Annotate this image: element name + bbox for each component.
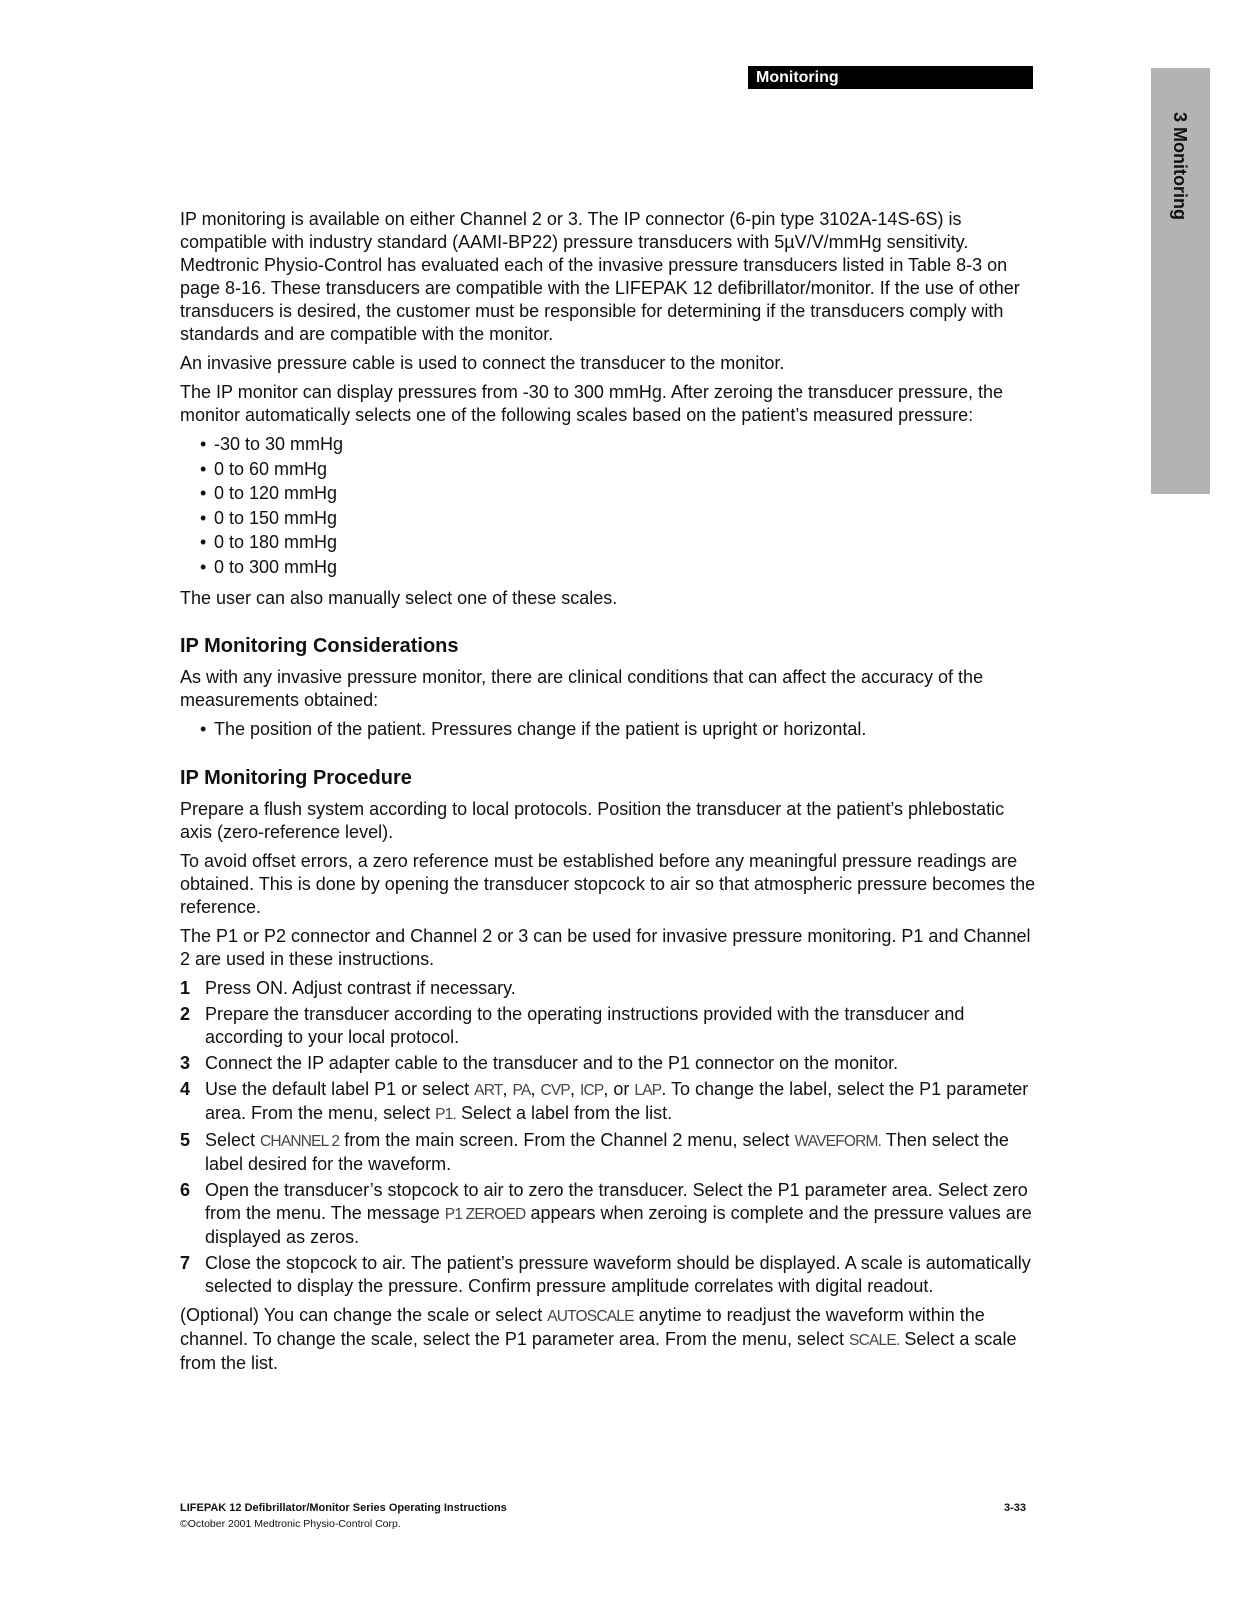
manual-scale-paragraph: The user can also manually select one of these scales. (180, 587, 618, 608)
screen-term: ICP (579, 1082, 604, 1100)
scale-list (180, 433, 1036, 581)
considerations-list (180, 718, 1036, 743)
range-paragraph: The IP monitor can display pressures from -30 to 300 mmHg. After zeroing the transducer pressure, the monitor automatically selects one of the following scales based on the patient’s measured pressure: (180, 382, 1004, 425)
chapter-tab-label: 3 Monitoring (1170, 112, 1190, 220)
step-text: , or (603, 1079, 635, 1100)
step-text: appears when zeroing is complete and the pressure values are displayed as zeros. (205, 1203, 1032, 1248)
considerations-heading: IP Monitoring Considerations (180, 634, 459, 657)
step (180, 977, 1036, 1000)
step-text: , (502, 1079, 513, 1100)
step-text: Close the stopcock to air. The patient’s pressure waveform should be displayed. A scale is automatically selected to display the pressure. Confirm pressure amplitude correlates with digital readout. (205, 1253, 1031, 1297)
intro-paragraph: IP monitoring is available on either Channel 2 or 3. The IP connector (6-pin type 3102A-14S-6S) is compatible with industry standard (AAMI-BP22) pressure transducers with 5µV/V/mmHg sensitivity. Medtronic Physio-Control has evaluated each of the invasive pressure transducers listed in Table 8-3 on page 8-16. These transducers are compatible with the LIFEPAK 12 defibrillator/monitor. If the use of other transducers is desired, the customer must be responsible for determining if the transducers comply with standards and are compatible with the monitor. (180, 209, 1020, 344)
step-text: Open the transducer’s stopcock to air to zero the transducer. Select the P1 parameter area. Select zero from the menu. The message (205, 1180, 1028, 1224)
step-text: , (569, 1079, 580, 1100)
procedure-heading: IP Monitoring Procedure (180, 767, 412, 790)
list-item: • 0 to 180 mmHg (180, 531, 1036, 556)
step (180, 1052, 1036, 1075)
list-item: • -30 to 30 mmHg (180, 433, 1036, 458)
section-header: Monitoring (748, 66, 1033, 89)
cable-paragraph: An invasive pressure cable is used to connect the transducer to the monitor. (180, 353, 785, 373)
screen-term: ART (474, 1082, 503, 1100)
screen-term: CHANNEL 2 (260, 1133, 340, 1151)
step-text: Prepare the transducer according to the operating instructions provided with the transducer and according to your local protocol. (205, 1004, 965, 1048)
footer-title: LIFEPAK 12 Defibrillator/Monitor Series Operating Instructions (180, 1502, 507, 1514)
screen-term: SCALE. (849, 1332, 900, 1350)
step (180, 1129, 1036, 1176)
step-text: Use the default label P1 or select (205, 1079, 475, 1100)
page-number: 3-33 (1004, 1502, 1027, 1514)
screen-term: P1. (435, 1106, 456, 1124)
step-text: . To change the label, select the P1 parameter area. From the menu, select (205, 1079, 1029, 1124)
step-text: Connect the IP adapter cable to the transducer and to the P1 connector on the monitor. (205, 1053, 899, 1074)
procedure-steps (180, 977, 1036, 1298)
step-text: Then select the label desired for the waveform. (205, 1130, 1009, 1175)
step (180, 1252, 1036, 1298)
footer-copyright: ©October 2001 Medtronic Physio-Control Corp. (180, 1518, 401, 1530)
step (180, 1179, 1036, 1249)
step-number: 5 (180, 1130, 191, 1151)
connector-paragraph: The P1 or P2 connector and Channel 2 or 3 can be used for invasive pressure monitoring. P1 and Channel 2 are used in these instructions. (180, 926, 1031, 970)
step-text: Select (205, 1130, 261, 1151)
step (180, 1078, 1036, 1126)
list-item: • 0 to 150 mmHg (180, 507, 1036, 532)
zero-reference-paragraph: To avoid offset errors, a zero reference must be established before any meaningful pressure readings are obtained. This is done by opening the transducer stopcock to air so that atmospheric pressure becomes the reference. (180, 851, 1036, 918)
step-number: 2 (180, 1004, 191, 1025)
screen-term: WAVEFORM. (794, 1133, 882, 1151)
paragraph-text: anytime to readjust the waveform within the channel. To change the scale, select the P1 parameter area. From the menu, select (180, 1305, 985, 1350)
list-item: • 0 to 60 mmHg (180, 458, 1036, 483)
step (180, 1003, 1036, 1049)
page-body (180, 208, 1036, 1381)
list-item: • 0 to 120 mmHg (180, 482, 1036, 507)
paragraph-text: Select a scale from the list. (180, 1329, 1017, 1374)
optional-paragraph (180, 1304, 1036, 1375)
step-number: 4 (180, 1079, 191, 1100)
flush-paragraph: Prepare a flush system according to local protocols. Position the transducer at the patient’s phlebostatic axis (zero-reference level). (180, 799, 1005, 843)
chapter-tab (1151, 68, 1210, 494)
screen-term: PA (512, 1082, 531, 1100)
list-item: • 0 to 300 mmHg (180, 556, 1036, 581)
screen-term: AUTOSCALE (547, 1308, 634, 1326)
paragraph-text: (Optional) You can change the scale or select (180, 1305, 548, 1326)
step-text: , (530, 1079, 541, 1100)
step-text: from the main screen. From the Channel 2 menu, select (339, 1130, 795, 1151)
step-text: Select a label from the list. (455, 1103, 673, 1124)
screen-term: P1 ZEROED (444, 1206, 526, 1224)
screen-term: LAP (634, 1082, 662, 1100)
step-number: 7 (180, 1253, 191, 1274)
step-number: 3 (180, 1053, 191, 1074)
considerations-paragraph: As with any invasive pressure monitor, there are clinical conditions that can affect the accuracy of the measurements obtained: (180, 666, 984, 710)
screen-term: CVP (540, 1082, 570, 1100)
list-item: • The position of the patient. Pressures change if the patient is upright or horizontal. (180, 718, 1036, 743)
step-number: 1 (180, 978, 191, 999)
step-number: 6 (180, 1180, 191, 1201)
step-text: Press ON. Adjust contrast if necessary. (205, 978, 516, 999)
